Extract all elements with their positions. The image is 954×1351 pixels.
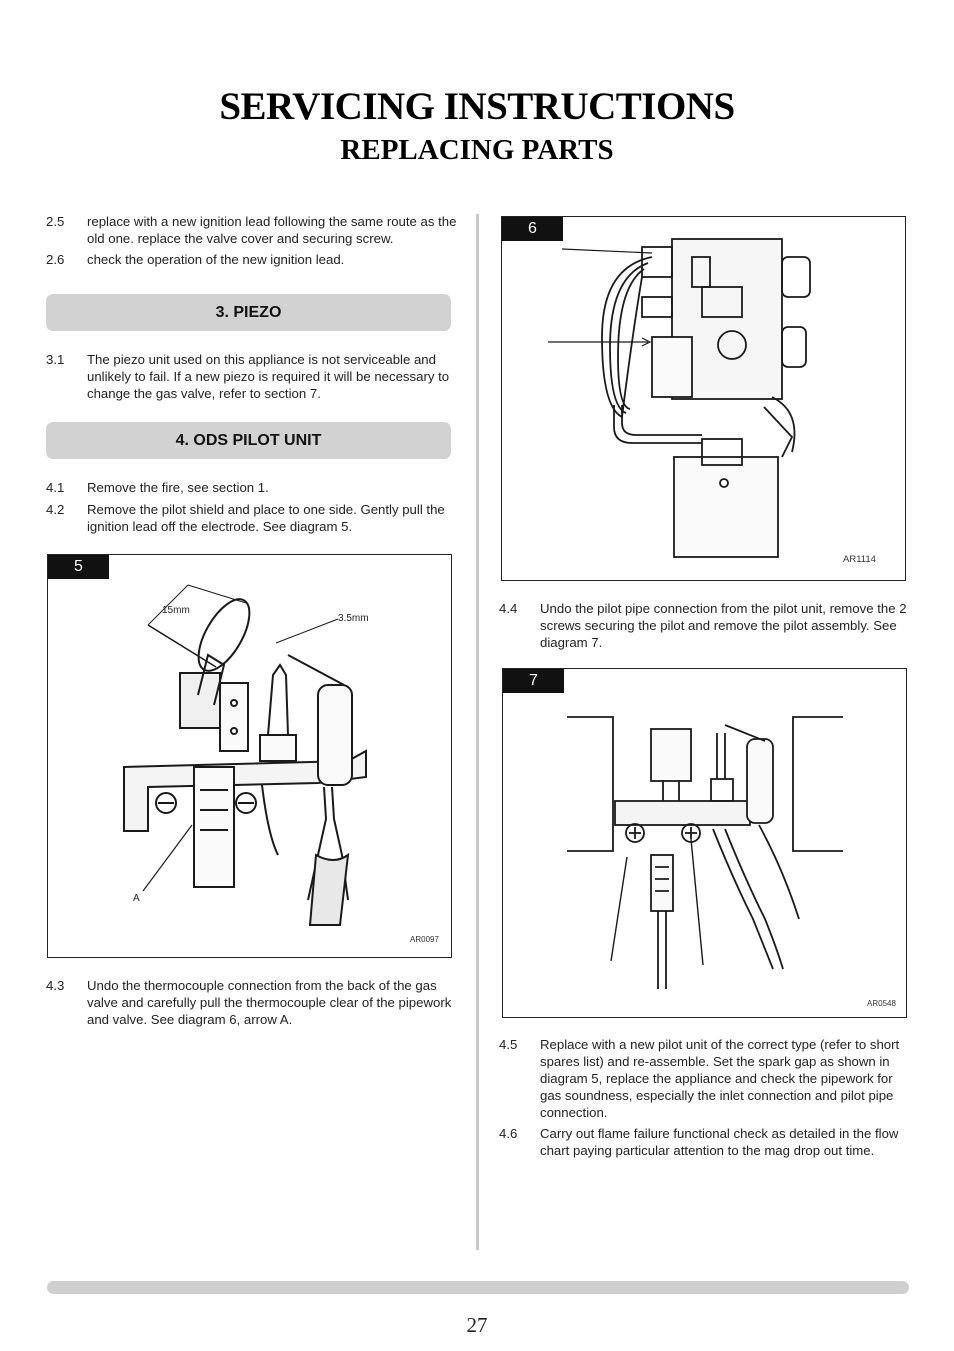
step-text: Remove the fire, see section 1.	[87, 480, 269, 495]
step-4-2	[46, 501, 461, 537]
page-title: SERVICING INSTRUCTIONS	[219, 85, 735, 128]
step-text: Undo the thermocouple connection from the back of the gas valve and carefully pull the thermocouple clear of the pipework and valve. See diagram 6, arrow A.	[87, 978, 452, 1027]
dimension-label-15mm: 15mm	[162, 605, 190, 616]
step-4-6	[499, 1125, 909, 1177]
diagram-number-badge: 5	[48, 555, 109, 579]
diagram-code: AR0097	[410, 935, 439, 944]
diagram-number-badge: 6	[502, 217, 563, 241]
dimension-label-3-5mm: 3.5mm	[338, 613, 369, 624]
diagram-code: AR1114	[843, 554, 876, 565]
step-2-5	[46, 213, 461, 249]
step-text: Undo the pilot pipe connection from the pilot unit, remove the 2 screws securing the pilot and remove the pilot assembly. See diagram 7.	[540, 601, 907, 650]
step-number: 4.6	[499, 1126, 518, 1141]
step-text: replace with a new ignition lead following the same route as the old one. replace the valve cover and securing screw.	[87, 214, 457, 246]
footer-bar	[47, 1281, 909, 1294]
section-heading-ods-pilot-unit: 4. ODS PILOT UNIT	[46, 422, 451, 459]
section-heading-piezo: 3. PIEZO	[46, 294, 451, 331]
step-number: 4.4	[499, 601, 518, 616]
page-subtitle: REPLACING PARTS	[340, 134, 614, 166]
diagram-number-badge: 7	[503, 669, 564, 693]
diagram-7	[502, 668, 907, 1018]
arrow-label-a: A	[133, 893, 140, 904]
page-number: 27	[466, 1313, 488, 1337]
pilot-unit-drawing	[48, 555, 452, 958]
step-4-5	[499, 1036, 909, 1122]
step-text: The piezo unit used on this appliance is not serviceable and unlikely to fail. If a new piezo is required it will be necessary to change the gas valve, refer to section 7.	[87, 352, 450, 401]
step-number: 4.5	[499, 1037, 518, 1052]
pilot-assembly-drawing	[503, 669, 907, 1018]
step-text: Replace with a new pilot unit of the correct type (refer to short spares list) and re-assemble. Set the spark gap as shown in diagram 5, replace the appliance and check the pipework for gas soundness, especially the inlet connection and pilot pipe connection.	[540, 1037, 900, 1120]
step-number: 4.2	[46, 502, 65, 517]
step-number: 4.3	[46, 978, 65, 993]
step-4-4	[499, 600, 909, 652]
gas-valve-drawing	[502, 217, 906, 581]
step-text: Carry out flame failure functional check as detailed in the flow chart paying particular attention to the mag drop out time.	[540, 1126, 899, 1158]
column-divider	[476, 214, 479, 1250]
step-number: 2.5	[46, 214, 65, 229]
step-4-3	[46, 977, 461, 1029]
diagram-6	[501, 216, 906, 581]
step-number: 4.1	[46, 480, 65, 495]
step-4-1	[46, 479, 461, 497]
step-text: check the operation of the new ignition lead.	[87, 252, 345, 267]
step-number: 3.1	[46, 352, 65, 367]
diagram-5	[47, 554, 452, 958]
diagram-code: AR0548	[867, 999, 896, 1008]
step-2-6	[46, 251, 461, 269]
step-number: 2.6	[46, 252, 65, 267]
step-text: Remove the pilot shield and place to one side. Gently pull the ignition lead off the electrode. See diagram 5.	[87, 502, 445, 534]
step-3-1	[46, 351, 461, 403]
